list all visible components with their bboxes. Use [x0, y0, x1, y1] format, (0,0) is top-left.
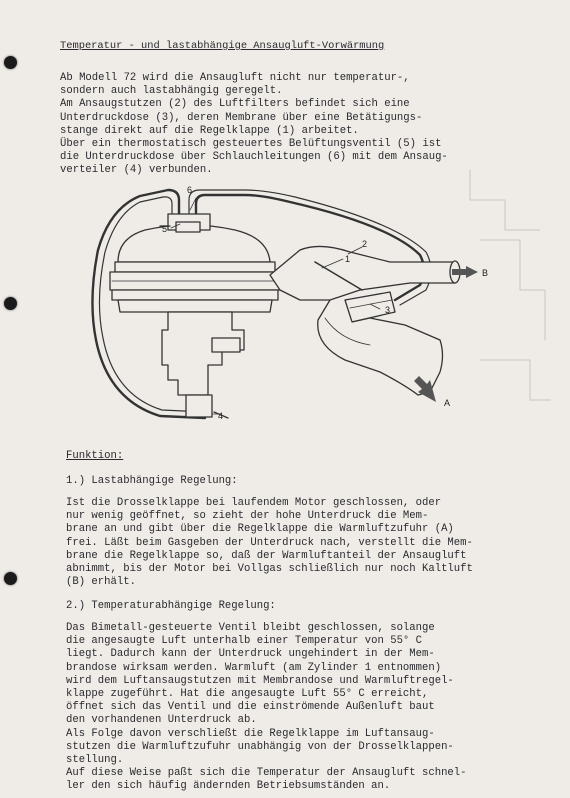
intro-line: Unterdruckdose (3), deren Membrane über eine Betätigungs- [60, 111, 423, 124]
section2-line: klappe zugeführt. Hat die angesaugte Luft 55° C erreicht, [66, 688, 429, 701]
section1-line: brane die Regelklappe so, daß der Warmluftanteil der Ansaugluft [66, 549, 467, 562]
section2-line: wird dem Luftansaugstutzen mit Membrandose und Warmluftregel- [66, 674, 454, 687]
section1-line: abnimmt, bis der Motor bei Vollgas schließlich nur noch Kaltluft [66, 563, 473, 576]
section2-line: öffnet sich das Ventil und die einströmende Außenluft baut [66, 701, 435, 714]
label-manifold-4: 4 [218, 411, 224, 421]
section2-paragraph [66, 622, 467, 794]
label-hoses-6: 6 [187, 185, 193, 195]
section2-line: Auf diese Weise paßt sich die Temperatur der Ansaugluft schnel- [66, 767, 467, 780]
section2-line: Als Folge davon verschließt die Regelklappe im Luftansaug- [66, 727, 435, 740]
section2-line: Das Bimetall-gesteuerte Ventil bleibt geschlossen, solange [66, 622, 435, 634]
page-heading: Temperatur - und lastabhängige Ansaugluft-Vorwärmung [60, 40, 385, 52]
section1-paragraph [66, 497, 473, 589]
section1-line: brane an und gibt über die Regelklappe die Warmluftzufuhr (A) [66, 523, 454, 536]
intro-line: Ab Modell 72 wird die Ansaugluft nicht nur temperatur-, [60, 72, 410, 84]
label-cold-air-b: B [482, 268, 489, 278]
section2-line: die angesaugte Luft unterhalb einer Temperatur von 55° C [66, 635, 423, 648]
section2-title: 2.) Temperaturabhängige Regelung: [66, 600, 276, 612]
section1-line: (B) erhält. [66, 576, 136, 589]
section2-line: den vorhandenen Unterdruck ab. [66, 714, 257, 727]
label-capsule-3: 3 [385, 305, 391, 315]
section2-line: brandose wirksam werden. Warmluft (am Zylinder 1 entnommen) [66, 661, 442, 674]
intro-line: sondern auch lastabhängig geregelt. [60, 85, 283, 98]
section1-line: Ist die Drosselklappe bei laufendem Motor geschlossen, oder [66, 497, 442, 509]
intro-line: Über ein thermostatisch gesteuertes Belüftungsventil (5) ist [60, 138, 442, 151]
funktion-heading: Funktion: [66, 450, 124, 462]
intro-line: die Unterdruckdose über Schlauchleitungen (6) mit dem Ansaug- [60, 151, 448, 164]
intro-line: stange direkt auf die Regelklappe (1) arbeitet. [60, 124, 359, 137]
label-intake-2: 2 [362, 239, 368, 249]
section1-line: nur wenig geöffnet, so zieht der hohe Unterdruck die Mem- [66, 510, 429, 523]
section1-line: frei. Läßt beim Gasgeben der Unterdruck nach, verstellt die Mem- [66, 536, 473, 549]
section2-line: stellung. [66, 754, 124, 767]
section2-line: stutzen die Warmluftzufuhr unabhängig von der Drosselklappen- [66, 740, 454, 753]
section2-line: ler den sich häufig ändernden Betriebsumständen an. [66, 780, 391, 793]
label-valve-5: 5 [162, 224, 168, 234]
section1-title: 1.) Lastabhängige Regelung: [66, 475, 238, 487]
section2-line: liegt. Dadurch kann der Unterdruck ungehindert in der Mem- [66, 648, 435, 661]
intro-line: Am Ansaugstutzen (2) des Luftfilters befindet sich eine [60, 98, 410, 111]
label-warm-air-a: A [444, 398, 451, 408]
intro-line: verteiler (4) verbunden. [60, 164, 213, 177]
label-flap-1: 1 [345, 254, 351, 264]
